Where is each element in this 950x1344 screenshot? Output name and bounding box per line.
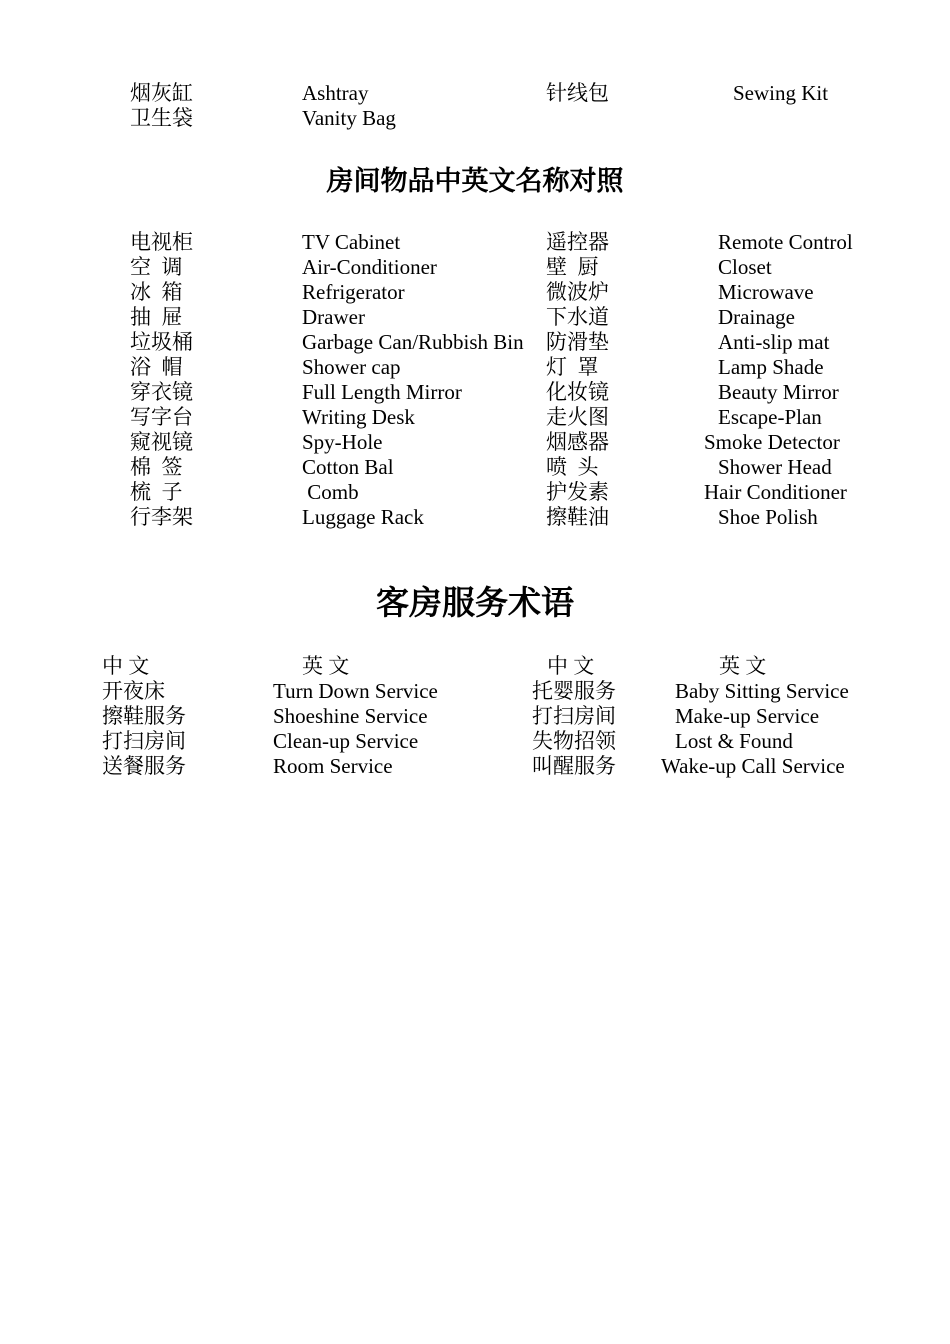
column-header: 中 文 <box>102 654 150 678</box>
service-zh: 托婴服务 <box>532 679 616 703</box>
item-zh: 针线包 <box>546 81 609 105</box>
item-en: Comb <box>302 480 359 504</box>
service-zh: 失物招领 <box>532 729 616 753</box>
service-zh: 打扫房间 <box>102 729 186 753</box>
item-zh: 走火图 <box>546 405 609 429</box>
column-header: 英 文 <box>302 654 350 678</box>
item-zh: 微波炉 <box>546 280 609 304</box>
table-row <box>0 355 950 380</box>
item-zh: 冰 箱 <box>130 280 183 304</box>
table-row <box>0 405 950 430</box>
table-row <box>0 230 950 255</box>
top-row <box>0 106 950 131</box>
item-zh: 烟感器 <box>546 430 609 454</box>
item-en: Beauty Mirror <box>718 380 839 404</box>
item-zh: 棉 签 <box>130 455 183 479</box>
item-zh: 浴 帽 <box>130 355 183 379</box>
item-en: Writing Desk <box>302 405 415 429</box>
table-row <box>0 305 950 330</box>
item-zh: 梳 子 <box>130 480 183 504</box>
item-zh: 下水道 <box>546 305 609 329</box>
item-en: Shower cap <box>302 355 401 379</box>
item-en: Smoke Detector <box>704 430 840 454</box>
table-header-row <box>0 654 950 679</box>
item-en: Hair Conditioner <box>704 480 847 504</box>
service-en: Turn Down Service <box>273 679 438 703</box>
table-row <box>0 754 950 779</box>
table-row <box>0 430 950 455</box>
table-row <box>0 480 950 505</box>
table-row <box>0 505 950 530</box>
room-items-title: 房间物品中英文名称对照 <box>326 166 624 196</box>
service-en: Baby Sitting Service <box>675 679 849 703</box>
item-en: TV Cabinet <box>302 230 401 254</box>
item-zh: 遥控器 <box>546 230 609 254</box>
item-en: Spy-Hole <box>302 430 383 454</box>
service-zh: 擦鞋服务 <box>102 704 186 728</box>
item-zh: 穿衣镜 <box>130 380 193 404</box>
item-en: Closet <box>718 255 772 279</box>
item-zh: 灯 罩 <box>546 355 599 379</box>
item-zh: 空 调 <box>130 255 183 279</box>
item-zh: 壁 厨 <box>546 255 599 279</box>
service-zh: 送餐服务 <box>102 754 186 778</box>
service-zh: 叫醒服务 <box>532 754 616 778</box>
item-zh: 垃圾桶 <box>130 330 193 354</box>
item-en: Full Length Mirror <box>302 380 462 404</box>
item-zh: 护发素 <box>546 480 609 504</box>
item-en: Lamp Shade <box>718 355 824 379</box>
item-en: Anti-slip mat <box>718 330 830 354</box>
item-zh: 行李架 <box>130 505 193 529</box>
item-en: Ashtray <box>302 81 369 105</box>
table-row <box>0 455 950 480</box>
item-zh: 擦鞋油 <box>546 505 609 529</box>
top-row <box>0 81 950 106</box>
item-en: Garbage Can/Rubbish Bin <box>302 330 524 354</box>
item-en: Escape-Plan <box>718 405 822 429</box>
table-row <box>0 255 950 280</box>
table-row <box>0 380 950 405</box>
item-en: Drainage <box>718 305 795 329</box>
item-en: Cotton Bal <box>302 455 394 479</box>
item-zh: 烟灰缸 <box>130 81 193 105</box>
item-en: Remote Control <box>718 230 853 254</box>
service-en: Wake-up Call Service <box>661 754 845 778</box>
service-en: Shoeshine Service <box>273 704 428 728</box>
item-en: Drawer <box>302 305 365 329</box>
item-zh: 卫生袋 <box>130 106 193 130</box>
column-header: 英 文 <box>719 654 767 678</box>
item-en: Sewing Kit <box>733 81 829 105</box>
item-en: Shower Head <box>718 455 832 479</box>
item-zh: 喷 头 <box>546 455 599 479</box>
item-en: Air-Conditioner <box>302 255 437 279</box>
item-zh: 防滑垫 <box>546 330 609 354</box>
table-row <box>0 704 950 729</box>
column-header: 中 文 <box>547 654 595 678</box>
table-row <box>0 679 950 704</box>
table-row <box>0 280 950 305</box>
item-en: Shoe Polish <box>718 505 818 529</box>
service-en: Room Service <box>273 754 393 778</box>
service-en: Lost & Found <box>675 729 793 753</box>
table-row <box>0 729 950 754</box>
item-en: Vanity Bag <box>302 106 396 130</box>
item-zh: 化妆镜 <box>546 380 609 404</box>
service-en: Make-up Service <box>675 704 820 728</box>
item-en: Refrigerator <box>302 280 405 304</box>
service-en: Clean-up Service <box>273 729 419 753</box>
item-en: Microwave <box>718 280 814 304</box>
item-zh: 电视柜 <box>130 230 193 254</box>
item-zh: 窥视镜 <box>130 430 193 454</box>
service-zh: 打扫房间 <box>532 704 616 728</box>
item-zh: 抽 屉 <box>130 305 183 329</box>
item-en: Luggage Rack <box>302 505 424 529</box>
services-title: 客房服务术语 <box>376 586 574 622</box>
table-row <box>0 330 950 355</box>
item-zh: 写字台 <box>130 405 193 429</box>
service-zh: 开夜床 <box>102 679 165 703</box>
